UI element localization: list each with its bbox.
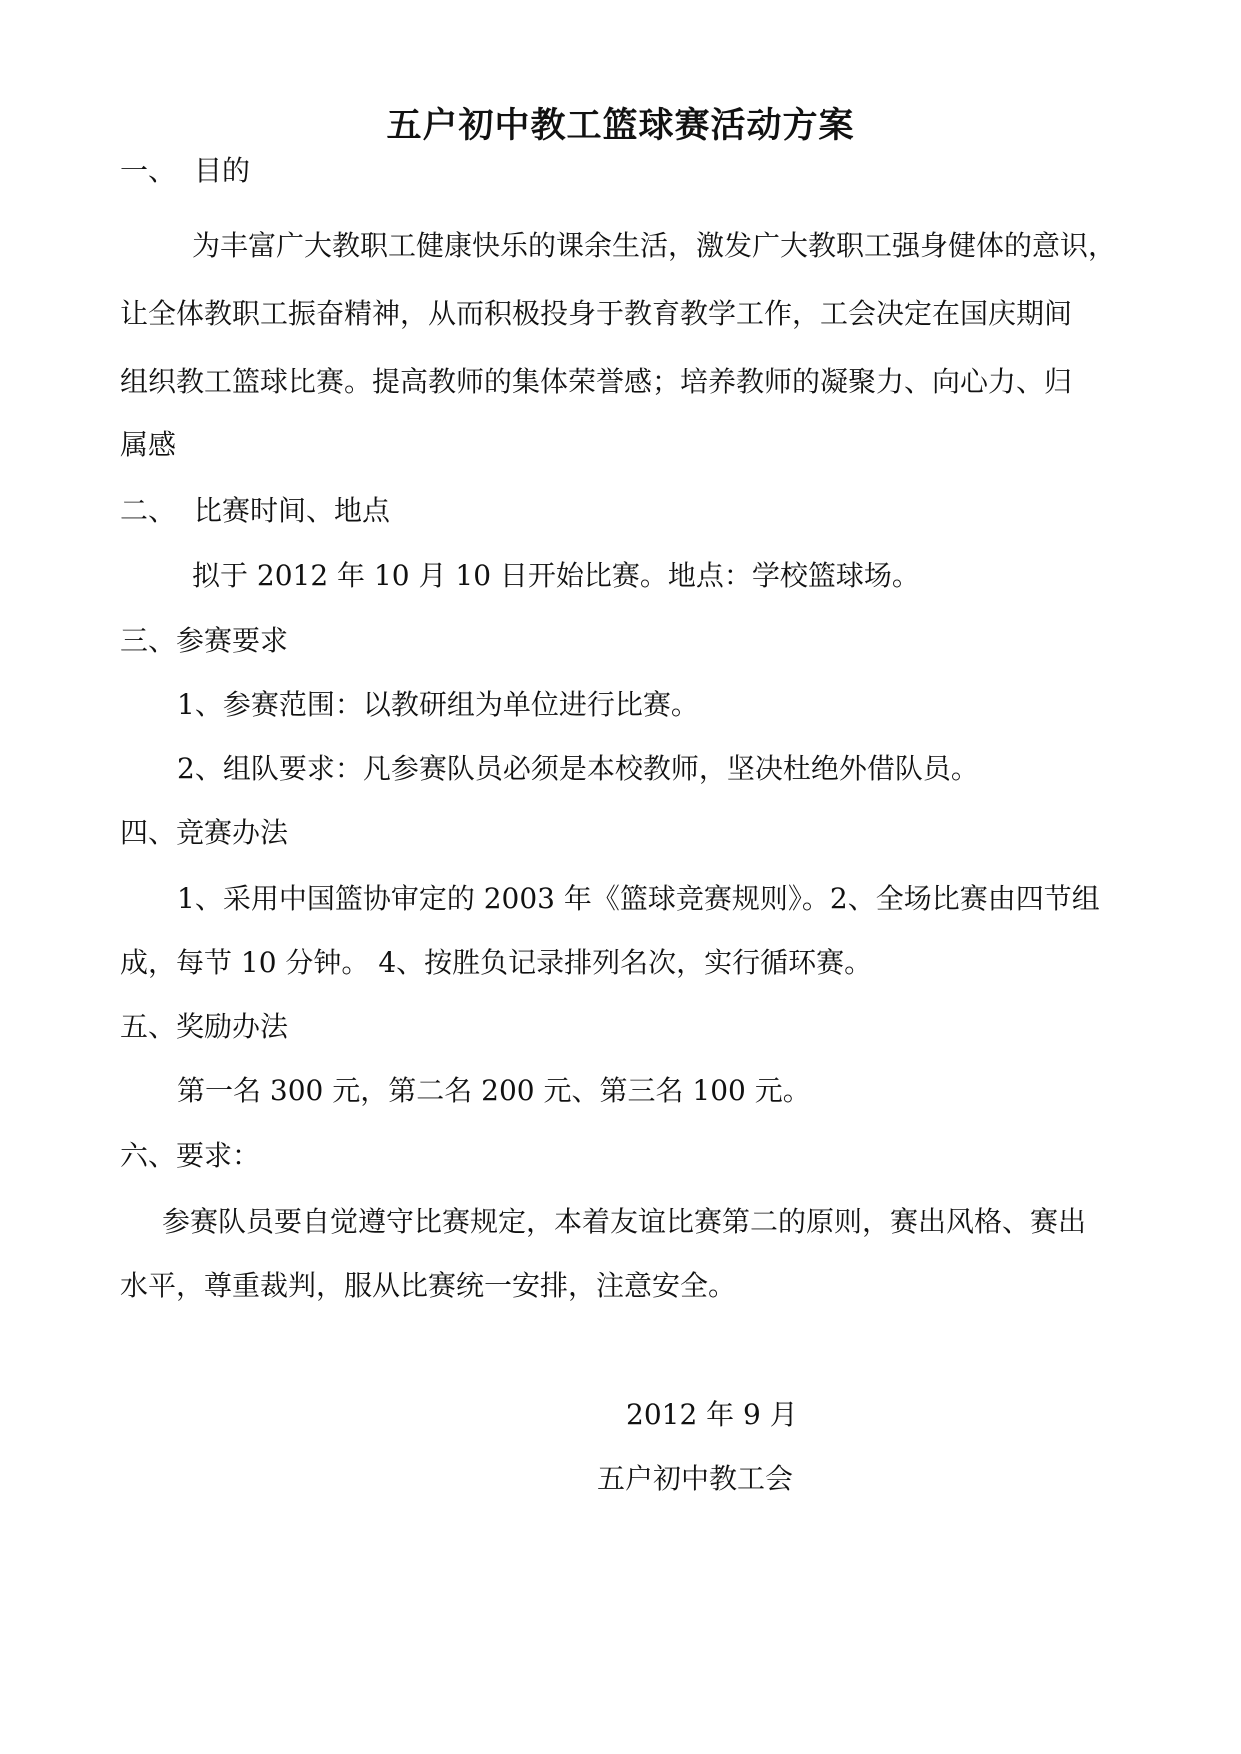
document-date: 2012 年 9 月 [626, 1398, 798, 1431]
section-1-number: 一、 [120, 154, 177, 187]
section-5-text: 第一名 300 元，第二名 200 元、第三名 100 元。 [177, 1074, 811, 1107]
section-1-para-line-2: 让全体教职工振奋精神，从而积极投身于教育教学工作，工会决定在国庆期间 [120, 297, 1073, 330]
section-4-line-1: 1、采用中国篮协审定的 2003 年《篮球竞赛规则》。2、全场比赛由四节组 [177, 882, 1100, 915]
document-title: 五户初中教工篮球赛活动方案 [386, 105, 855, 146]
section-2-heading [120, 491, 390, 531]
section-4-line-2: 成，每节 10 分钟。 4、按胜负记录排列名次，实行循环赛。 [120, 946, 873, 979]
section-1-para-line-1: 为丰富广大教职工健康快乐的课余生活，激发广大教职工强身健体的意识， [192, 229, 1117, 262]
section-1-label: 目的 [194, 154, 251, 187]
section-1-para-line-4: 属感 [120, 428, 177, 461]
section-1-heading [120, 151, 250, 191]
section-4-heading: 四、竞赛办法 [120, 816, 289, 849]
document-issuer: 五户初中教工会 [597, 1462, 794, 1495]
section-2-number: 二、 [120, 494, 177, 527]
section-5-heading: 五、奖励办法 [120, 1010, 289, 1043]
section-6-heading: 六、要求： [120, 1139, 261, 1172]
section-2-label: 比赛时间、地点 [194, 494, 391, 527]
section-3-item-2: 2、组队要求：凡参赛队员必须是本校教师，坚决杜绝外借队员。 [177, 752, 979, 785]
section-2-text: 拟于 2012 年 10 月 10 日开始比赛。地点：学校篮球场。 [192, 559, 920, 592]
section-6-line-2: 水平，尊重裁判，服从比赛统一安排，注意安全。 [120, 1269, 737, 1302]
section-3-item-1: 1、参赛范围：以教研组为单位进行比赛。 [177, 688, 699, 721]
section-1-para-line-3: 组织教工篮球比赛。提高教师的集体荣誉感；培养教师的凝聚力、向心力、归 [120, 365, 1073, 398]
section-3-heading: 三、参赛要求 [120, 624, 289, 657]
section-6-line-1: 参赛队员要自觉遵守比赛规定，本着友谊比赛第二的原则，赛出风格、赛出 [162, 1205, 1087, 1238]
